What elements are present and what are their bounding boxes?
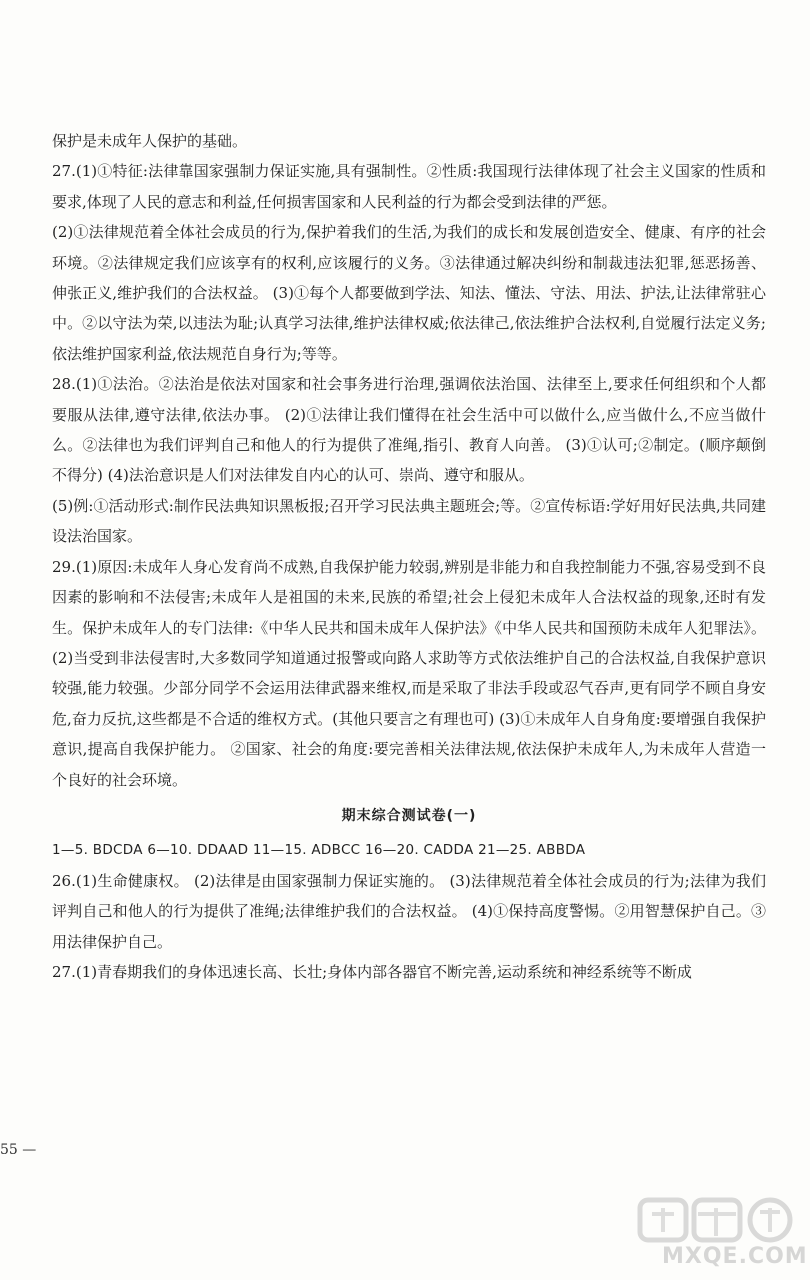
paragraph-q29: 29.(1)原因:未成年人身心发育尚不成熟,自我保护能力较弱,辨别是非能力和自我控制能力不强,容易受到不良因素的影响和不法侵害;未成年人是祖国的未来,民族的希望;社会上侵犯未成年人合法权益的现象,还时有发生。保护未成年人的专门法律:《中华人民共和国未成年人保护法》《中华人民共和国预防未成年人犯罪法》。 (2)当受到非法侵害时,大多数同学知道通过报警或向路人求助等方式依法维护自己的合法权益,自我保护意识较强,能力较强。少部分同学不会运用法律武器来维权,而是采取了非法手段或忍气吞声,更有同学不顾自身安危,奋力反抗,这些都是不合适的维权方式。(其他只要言之有理也可) (3)①未成年人自身角度:要增强自我保护意识,提高自我保护能力。 ②国家、社会的角度:要完善相关法律法规,依法保护未成年人,为未成年人营造一个良好的社会环境。 — [52, 557, 766, 789]
answer-content — [52, 126, 766, 987]
paragraph-line: 保护是未成年人保护的基础。 — [52, 132, 248, 150]
paragraph-q26: 26.(1)生命健康权。 (2)法律是由国家强制力保证实施的。 (3)法律规范着全体社会成员的行为;法律为我们评判自己和他人的行为提供了准绳;法律维护我们的合法权益。 (4)①保持高度警惕。②用智慧保护自己。③用法律保护自己。 — [52, 871, 766, 951]
answer-watermark-logo — [636, 1196, 808, 1274]
paragraph-q27-2: (2)①法律规范着全体社会成员的行为,保护着我们的生活,为我们的成长和发展创造安全、健康、有序的社会环境。②法律规定我们应该享有的权利,应该履行的义务。③法律通过解决纠纷和制裁违法犯罪,惩恶扬善、伸张正义,维护我们的合法权益。 (3)①每个人都要做到学法、知法、懂法、守法、用法、护法,让法律常驻心中。②以守法为荣,以违法为耻;认真学习法律,维护法律权威;依法律己,依法维护合法权利,自觉履行法定义务;依法维护国家利益,依法规范自身行为;等等。 — [52, 223, 766, 363]
paragraph-q27: 27.(1)①特征:法律靠国家强制力保证实施,具有强制性。②性质:我国现行法律体现了社会主义国家的性质和要求,体现了人民的意志和利益,任何损害国家和人民利益的行为都会受到法律的严惩。 — [52, 162, 766, 211]
section-title: 期末综合测试卷(一) — [341, 807, 477, 824]
page-number: 55 — — [0, 1142, 37, 1158]
watermark-logo-icon — [636, 1196, 796, 1246]
paragraph-q28-5: (5)例:①活动形式:制作民法典知识黑板报;召开学习民法典主题班会;等。②宣传标语:学好用好民法典,共同建设法治国家。 — [52, 496, 766, 546]
multiple-choice-answers: 1—5. BDCDA 6—10. DDAAD 11—15. ADBCC 16—20. CADDA 21—25. ABBDA — [52, 842, 586, 859]
paragraph-q28: 28.(1)①法治。②法治是依法对国家和社会事务进行治理,强调依法治国、法律至上,要求任何组织和个人都要服从法律,遵守法律,依法办事。 (2)①法律让我们懂得在社会生活中可以做什么,应当做什么,不应当做什么。②法律也为我们评判自己和他人的行为提供了准绳,指引、教育人向善。 (3)①认可;②制定。(顺序颠倒不得分) (4)法治意识是人们对法律发自内心的认可、崇尚、遵守和服从。 — [52, 375, 766, 485]
watermark-text: MXQE.COM — [662, 1244, 808, 1269]
paragraph-q27-final: 27.(1)青春期我们的身体迅速长高、长壮;身体内部各器官不断完善,运动系统和神经系统等不断成 — [52, 962, 692, 981]
